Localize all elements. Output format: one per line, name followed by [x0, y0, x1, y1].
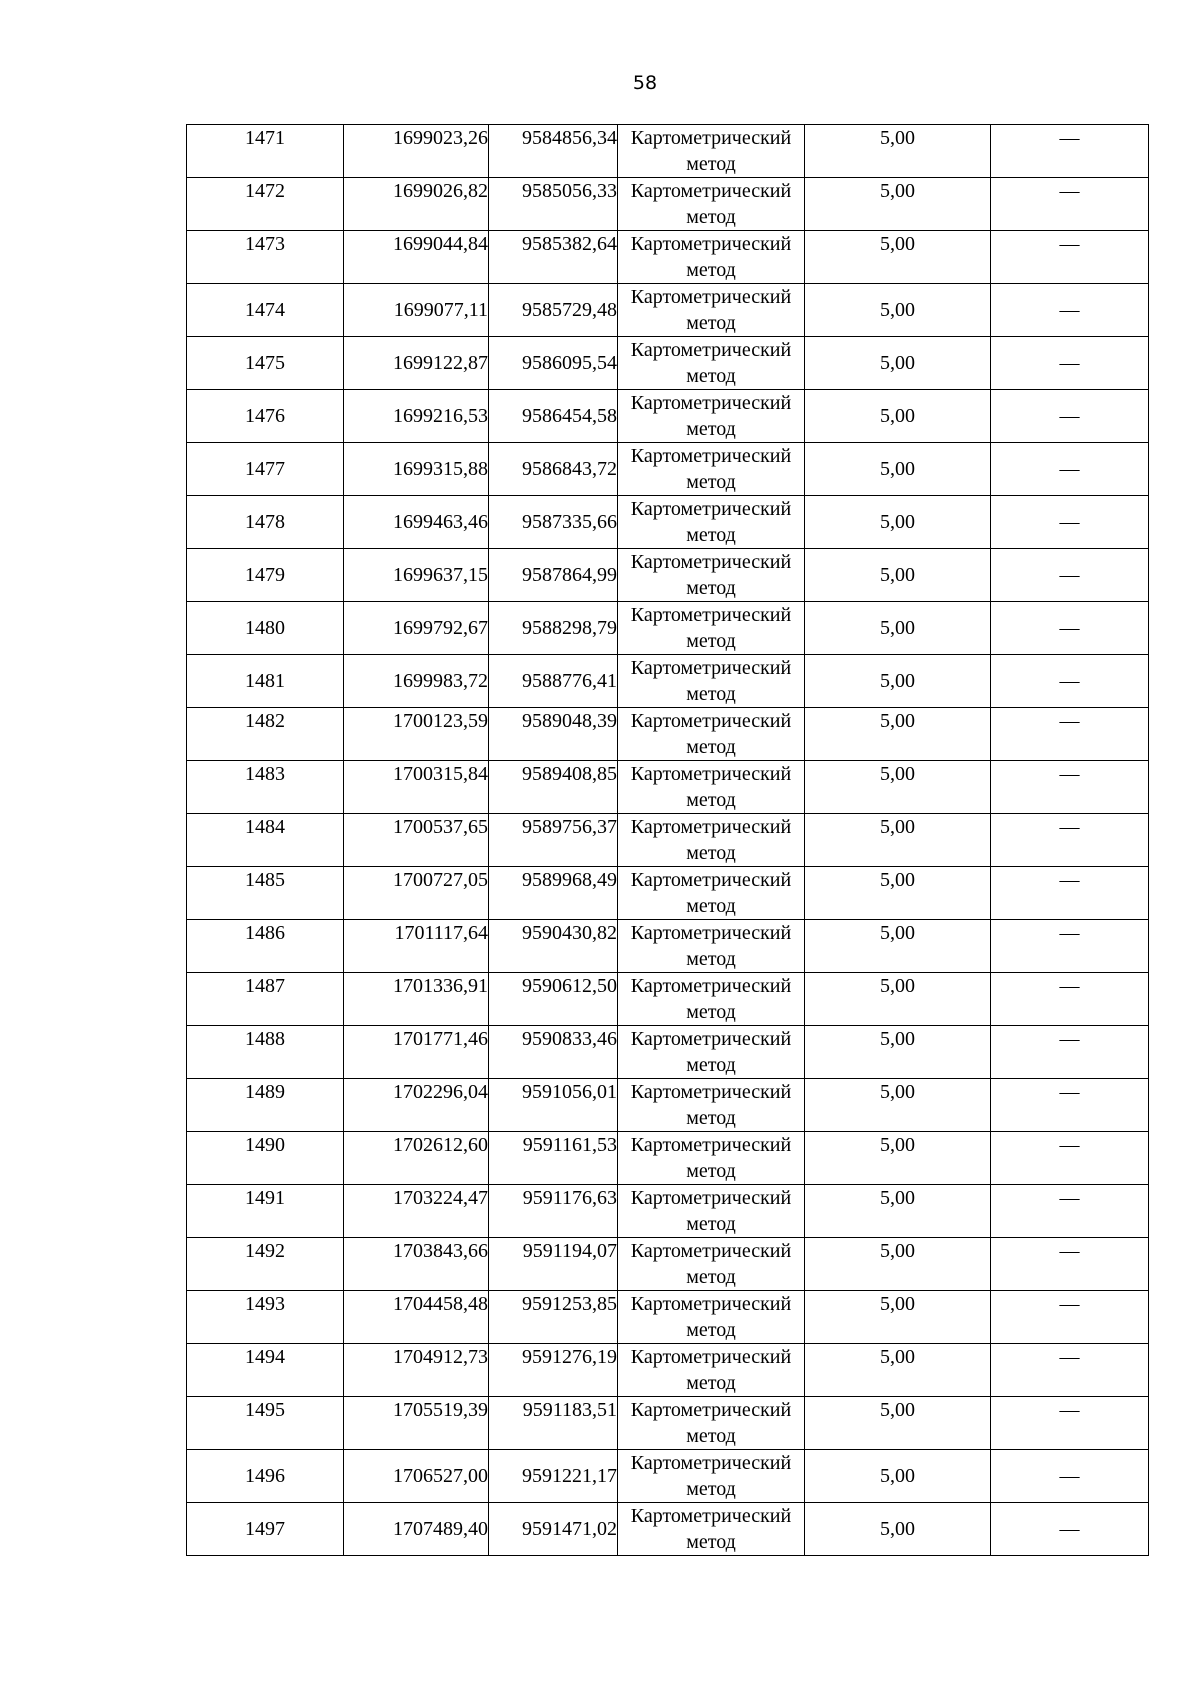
x-coordinate-cell: 1703843,66 [344, 1238, 489, 1291]
note-cell: — [991, 708, 1149, 761]
x-coordinate-cell: 1699315,88 [344, 443, 489, 496]
accuracy-cell: 5,00 [805, 655, 991, 708]
table-row [187, 655, 1149, 708]
note-cell: — [991, 1185, 1149, 1238]
accuracy-cell: 5,00 [805, 814, 991, 867]
table-row [187, 1079, 1149, 1132]
accuracy-cell: 5,00 [805, 1185, 991, 1238]
table-row [187, 178, 1149, 231]
accuracy-cell: 5,00 [805, 1291, 991, 1344]
method-label-line1: Картометрический [630, 657, 792, 679]
accuracy-cell: 5,00 [805, 1503, 991, 1556]
note-cell: — [991, 1503, 1149, 1556]
accuracy-cell: 5,00 [805, 178, 991, 231]
note-cell: — [991, 231, 1149, 284]
point-number-cell: 1476 [187, 390, 344, 443]
accuracy-cell: 5,00 [805, 1079, 991, 1132]
note-cell: — [991, 655, 1149, 708]
table-row [187, 231, 1149, 284]
accuracy-cell: 5,00 [805, 761, 991, 814]
note-cell: — [991, 496, 1149, 549]
note-cell: — [991, 443, 1149, 496]
table-row [187, 1238, 1149, 1291]
x-coordinate-cell: 1699023,26 [344, 125, 489, 178]
method-label-line1: Картометрический [630, 233, 792, 255]
method-label-line2: метод [686, 683, 736, 705]
point-number-cell: 1483 [187, 761, 344, 814]
x-coordinate-cell: 1702612,60 [344, 1132, 489, 1185]
point-number-cell: 1484 [187, 814, 344, 867]
method-cell [618, 443, 805, 496]
method-cell [618, 1079, 805, 1132]
table-row [187, 1344, 1149, 1397]
x-coordinate-cell: 1702296,04 [344, 1079, 489, 1132]
table-row [187, 867, 1149, 920]
method-cell [618, 549, 805, 602]
y-coordinate-cell: 9589048,39 [489, 708, 618, 761]
point-number-cell: 1490 [187, 1132, 344, 1185]
method-label-line2: метод [686, 312, 736, 334]
y-coordinate-cell: 9586095,54 [489, 337, 618, 390]
point-number-cell: 1497 [187, 1503, 344, 1556]
method-cell [618, 337, 805, 390]
note-cell: — [991, 973, 1149, 1026]
method-cell [618, 973, 805, 1026]
method-label-line1: Картометрический [630, 392, 792, 414]
method-label-line2: метод [686, 1266, 736, 1288]
point-number-cell: 1475 [187, 337, 344, 390]
method-cell [618, 1185, 805, 1238]
x-coordinate-cell: 1699463,46 [344, 496, 489, 549]
method-cell [618, 602, 805, 655]
table-row [187, 1450, 1149, 1503]
accuracy-cell: 5,00 [805, 920, 991, 973]
x-coordinate-cell: 1706527,00 [344, 1450, 489, 1503]
point-number-cell: 1486 [187, 920, 344, 973]
point-number-cell: 1472 [187, 178, 344, 231]
accuracy-cell: 5,00 [805, 1132, 991, 1185]
method-label-line1: Картометрический [630, 339, 792, 361]
y-coordinate-cell: 9590612,50 [489, 973, 618, 1026]
note-cell: — [991, 920, 1149, 973]
y-coordinate-cell: 9589756,37 [489, 814, 618, 867]
table-row [187, 1291, 1149, 1344]
y-coordinate-cell: 9591221,17 [489, 1450, 618, 1503]
point-number-cell: 1478 [187, 496, 344, 549]
x-coordinate-cell: 1701336,91 [344, 973, 489, 1026]
y-coordinate-cell: 9591183,51 [489, 1397, 618, 1450]
y-coordinate-cell: 9591194,07 [489, 1238, 618, 1291]
table-row [187, 973, 1149, 1026]
method-label-line1: Картометрический [630, 1293, 792, 1315]
y-coordinate-cell: 9585729,48 [489, 284, 618, 337]
y-coordinate-cell: 9590833,46 [489, 1026, 618, 1079]
method-label-line1: Картометрический [630, 1346, 792, 1368]
table-row [187, 1026, 1149, 1079]
point-number-cell: 1481 [187, 655, 344, 708]
y-coordinate-cell: 9589408,85 [489, 761, 618, 814]
y-coordinate-cell: 9585382,64 [489, 231, 618, 284]
accuracy-cell: 5,00 [805, 337, 991, 390]
accuracy-cell: 5,00 [805, 549, 991, 602]
x-coordinate-cell: 1699983,72 [344, 655, 489, 708]
note-cell: — [991, 814, 1149, 867]
x-coordinate-cell: 1700123,59 [344, 708, 489, 761]
point-number-cell: 1494 [187, 1344, 344, 1397]
accuracy-cell: 5,00 [805, 1450, 991, 1503]
accuracy-cell: 5,00 [805, 1026, 991, 1079]
y-coordinate-cell: 9586843,72 [489, 443, 618, 496]
method-label-line1: Картометрический [630, 286, 792, 308]
y-coordinate-cell: 9586454,58 [489, 390, 618, 443]
table-row [187, 443, 1149, 496]
table-row [187, 814, 1149, 867]
method-label-line1: Картометрический [630, 604, 792, 626]
point-number-cell: 1474 [187, 284, 344, 337]
method-cell [618, 390, 805, 443]
point-number-cell: 1473 [187, 231, 344, 284]
point-number-cell: 1492 [187, 1238, 344, 1291]
method-cell [618, 920, 805, 973]
method-label-line2: метод [686, 736, 736, 758]
table-row [187, 1397, 1149, 1450]
note-cell: — [991, 1291, 1149, 1344]
coordinates-table [186, 124, 1149, 1556]
table-row [187, 125, 1149, 178]
method-cell [618, 867, 805, 920]
method-label-line1: Картометрический [630, 1452, 792, 1474]
accuracy-cell: 5,00 [805, 973, 991, 1026]
y-coordinate-cell: 9585056,33 [489, 178, 618, 231]
accuracy-cell: 5,00 [805, 708, 991, 761]
method-cell [618, 284, 805, 337]
table-row [187, 1132, 1149, 1185]
method-cell [618, 1397, 805, 1450]
y-coordinate-cell: 9591176,63 [489, 1185, 618, 1238]
method-label-line1: Картометрический [630, 1081, 792, 1103]
method-label-line2: метод [686, 577, 736, 599]
method-cell [618, 231, 805, 284]
y-coordinate-cell: 9587864,99 [489, 549, 618, 602]
y-coordinate-cell: 9591161,53 [489, 1132, 618, 1185]
method-label-line2: метод [686, 630, 736, 652]
point-number-cell: 1482 [187, 708, 344, 761]
accuracy-cell: 5,00 [805, 284, 991, 337]
method-label-line2: метод [686, 365, 736, 387]
note-cell: — [991, 1397, 1149, 1450]
method-label-line2: метод [686, 1001, 736, 1023]
x-coordinate-cell: 1707489,40 [344, 1503, 489, 1556]
note-cell: — [991, 1238, 1149, 1291]
y-coordinate-cell: 9591471,02 [489, 1503, 618, 1556]
method-label-line2: метод [686, 471, 736, 493]
method-label-line2: метод [686, 524, 736, 546]
x-coordinate-cell: 1701117,64 [344, 920, 489, 973]
method-label-line1: Картометрический [630, 869, 792, 891]
note-cell: — [991, 1079, 1149, 1132]
table-row [187, 390, 1149, 443]
x-coordinate-cell: 1703224,47 [344, 1185, 489, 1238]
x-coordinate-cell: 1700727,05 [344, 867, 489, 920]
y-coordinate-cell: 9591056,01 [489, 1079, 618, 1132]
method-label-line2: метод [686, 153, 736, 175]
point-number-cell: 1488 [187, 1026, 344, 1079]
y-coordinate-cell: 9584856,34 [489, 125, 618, 178]
accuracy-cell: 5,00 [805, 1344, 991, 1397]
method-cell [618, 1503, 805, 1556]
table-body [187, 125, 1149, 1556]
method-label-line1: Картометрический [630, 180, 792, 202]
accuracy-cell: 5,00 [805, 1238, 991, 1291]
y-coordinate-cell: 9587335,66 [489, 496, 618, 549]
point-number-cell: 1480 [187, 602, 344, 655]
note-cell: — [991, 602, 1149, 655]
method-label-line2: метод [686, 206, 736, 228]
x-coordinate-cell: 1704912,73 [344, 1344, 489, 1397]
method-label-line1: Картометрический [630, 498, 792, 520]
method-cell [618, 708, 805, 761]
note-cell: — [991, 549, 1149, 602]
method-cell [618, 1450, 805, 1503]
x-coordinate-cell: 1701771,46 [344, 1026, 489, 1079]
method-cell [618, 814, 805, 867]
x-coordinate-cell: 1704458,48 [344, 1291, 489, 1344]
method-label-line1: Картометрический [630, 816, 792, 838]
note-cell: — [991, 337, 1149, 390]
point-number-cell: 1489 [187, 1079, 344, 1132]
note-cell: — [991, 125, 1149, 178]
method-label-line2: метод [686, 1160, 736, 1182]
table-row [187, 1503, 1149, 1556]
table-row [187, 284, 1149, 337]
note-cell: — [991, 1450, 1149, 1503]
method-label-line1: Картометрический [630, 1028, 792, 1050]
y-coordinate-cell: 9589968,49 [489, 867, 618, 920]
accuracy-cell: 5,00 [805, 443, 991, 496]
method-cell [618, 1238, 805, 1291]
table-row [187, 549, 1149, 602]
y-coordinate-cell: 9588776,41 [489, 655, 618, 708]
note-cell: — [991, 1344, 1149, 1397]
method-label-line1: Картометрический [630, 1134, 792, 1156]
x-coordinate-cell: 1700537,65 [344, 814, 489, 867]
table-row [187, 920, 1149, 973]
method-label-line1: Картометрический [630, 763, 792, 785]
point-number-cell: 1496 [187, 1450, 344, 1503]
table-row [187, 708, 1149, 761]
note-cell: — [991, 1132, 1149, 1185]
point-number-cell: 1485 [187, 867, 344, 920]
point-number-cell: 1491 [187, 1185, 344, 1238]
method-label-line2: метод [686, 259, 736, 281]
point-number-cell: 1487 [187, 973, 344, 1026]
method-cell [618, 761, 805, 814]
accuracy-cell: 5,00 [805, 390, 991, 443]
method-cell [618, 1026, 805, 1079]
table-row [187, 761, 1149, 814]
method-cell [618, 655, 805, 708]
method-cell [618, 496, 805, 549]
method-cell [618, 1344, 805, 1397]
x-coordinate-cell: 1699637,15 [344, 549, 489, 602]
method-label-line2: метод [686, 1054, 736, 1076]
table-row [187, 1185, 1149, 1238]
page-number: 58 [632, 72, 658, 94]
point-number-cell: 1477 [187, 443, 344, 496]
y-coordinate-cell: 9590430,82 [489, 920, 618, 973]
note-cell: — [991, 761, 1149, 814]
table-row [187, 496, 1149, 549]
method-label-line1: Картометрический [630, 551, 792, 573]
method-label-line2: метод [686, 895, 736, 917]
accuracy-cell: 5,00 [805, 867, 991, 920]
method-cell [618, 178, 805, 231]
method-label-line1: Картометрический [630, 445, 792, 467]
note-cell: — [991, 1026, 1149, 1079]
x-coordinate-cell: 1705519,39 [344, 1397, 489, 1450]
accuracy-cell: 5,00 [805, 231, 991, 284]
accuracy-cell: 5,00 [805, 1397, 991, 1450]
x-coordinate-cell: 1699077,11 [344, 284, 489, 337]
x-coordinate-cell: 1699122,87 [344, 337, 489, 390]
x-coordinate-cell: 1699044,84 [344, 231, 489, 284]
method-label-line2: метод [686, 948, 736, 970]
method-label-line2: метод [686, 418, 736, 440]
note-cell: — [991, 390, 1149, 443]
x-coordinate-cell: 1699792,67 [344, 602, 489, 655]
y-coordinate-cell: 9588298,79 [489, 602, 618, 655]
method-label-line1: Картометрический [630, 1505, 792, 1527]
note-cell: — [991, 284, 1149, 337]
table-row [187, 602, 1149, 655]
method-label-line2: метод [686, 1425, 736, 1447]
method-cell [618, 1291, 805, 1344]
point-number-cell: 1495 [187, 1397, 344, 1450]
accuracy-cell: 5,00 [805, 125, 991, 178]
x-coordinate-cell: 1699216,53 [344, 390, 489, 443]
method-label-line2: метод [686, 1213, 736, 1235]
table-row [187, 337, 1149, 390]
method-cell [618, 125, 805, 178]
note-cell: — [991, 178, 1149, 231]
method-label-line2: метод [686, 1372, 736, 1394]
method-label-line1: Картометрический [630, 1240, 792, 1262]
method-label-line1: Картометрический [630, 127, 792, 149]
method-cell [618, 1132, 805, 1185]
method-label-line1: Картометрический [630, 975, 792, 997]
x-coordinate-cell: 1699026,82 [344, 178, 489, 231]
y-coordinate-cell: 9591276,19 [489, 1344, 618, 1397]
method-label-line2: метод [686, 1478, 736, 1500]
method-label-line2: метод [686, 1107, 736, 1129]
method-label-line2: метод [686, 842, 736, 864]
method-label-line1: Картометрический [630, 922, 792, 944]
point-number-cell: 1471 [187, 125, 344, 178]
point-number-cell: 1493 [187, 1291, 344, 1344]
method-label-line2: метод [686, 789, 736, 811]
x-coordinate-cell: 1700315,84 [344, 761, 489, 814]
point-number-cell: 1479 [187, 549, 344, 602]
accuracy-cell: 5,00 [805, 602, 991, 655]
method-label-line1: Картометрический [630, 710, 792, 732]
accuracy-cell: 5,00 [805, 496, 991, 549]
note-cell: — [991, 867, 1149, 920]
method-label-line2: метод [686, 1319, 736, 1341]
method-label-line1: Картометрический [630, 1187, 792, 1209]
method-label-line2: метод [686, 1531, 736, 1553]
method-label-line1: Картометрический [630, 1399, 792, 1421]
y-coordinate-cell: 9591253,85 [489, 1291, 618, 1344]
